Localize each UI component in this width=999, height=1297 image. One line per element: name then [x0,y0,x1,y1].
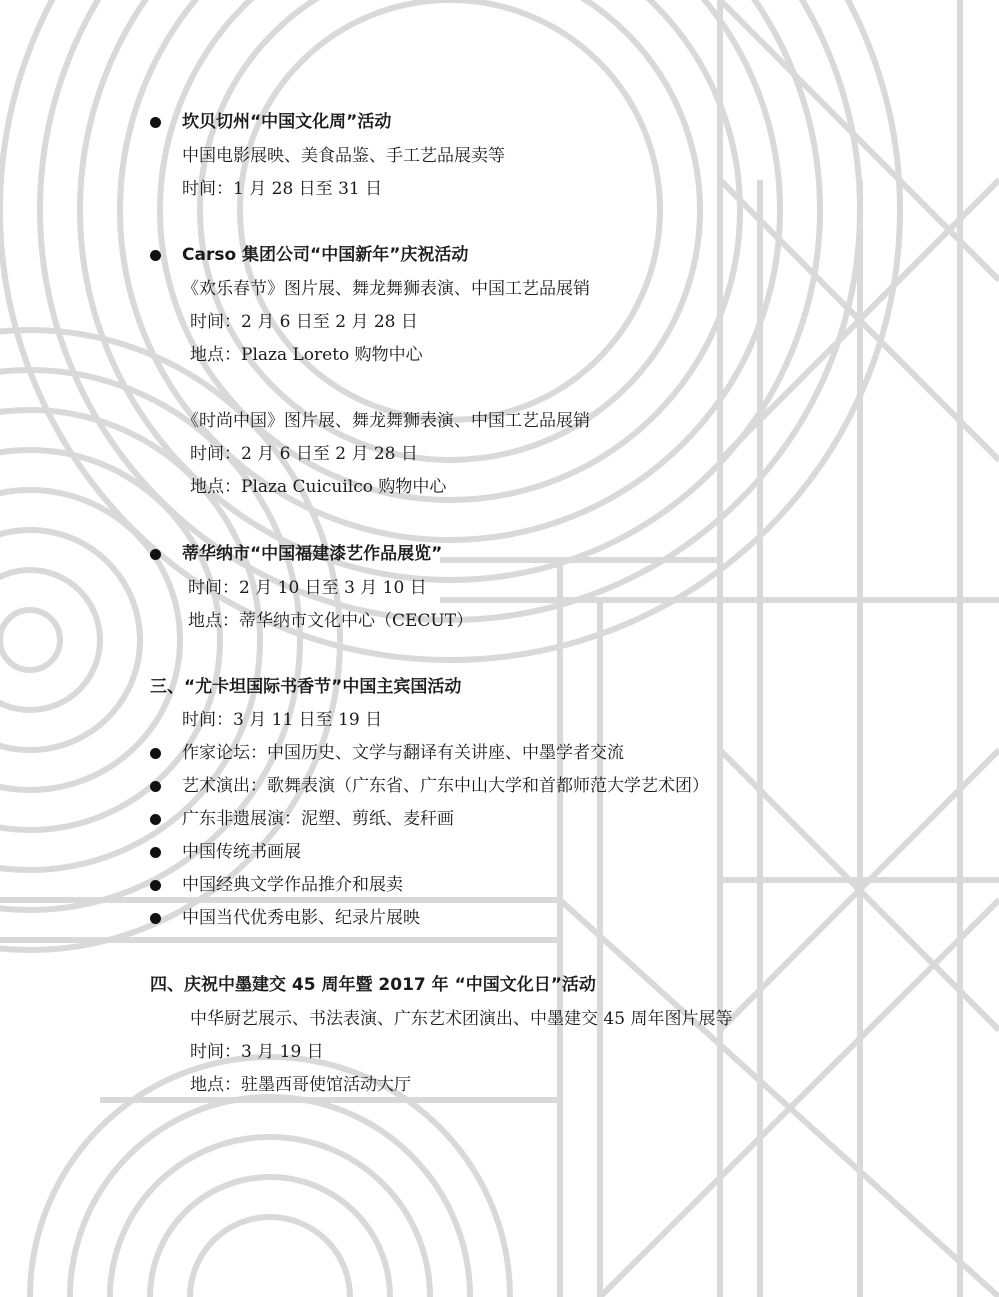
list-item: 广东非遗展演：泥塑、剪纸、麦秆画 [182,809,454,829]
section-title: Carso 集团公司“中国新年”庆祝活动 [182,245,469,265]
bullet [150,748,161,759]
section-title: 蒂华纳市“中国福建漆艺作品展览” [182,544,443,564]
text-line: 地点：Plaza Loreto 购物中心 [190,345,423,365]
bullet [150,847,161,858]
bullet [150,913,161,924]
text-line: 时间：2 月 6 日至 2 月 28 日 [190,312,418,332]
bullet [150,880,161,891]
text-line: 《欢乐春节》图片展、舞龙舞狮表演、中国工艺品展销 [182,279,590,299]
text-line: 时间：2 月 10 日至 3 月 10 日 [188,578,427,598]
bullet [150,814,161,825]
list-item: 中国当代优秀电影、纪录片展映 [182,908,420,928]
text-line: 时间：1 月 28 日至 31 日 [182,179,383,199]
list-item: 艺术演出：歌舞表演（广东省、广东中山大学和首都师范大学艺术团） [182,776,709,796]
text-line: 中国电影展映、美食品鉴、手工艺品展卖等 [182,146,505,166]
bullet [150,549,161,560]
text-line: 时间：3 月 11 日至 19 日 [182,710,383,730]
section-title: 坎贝切州“中国文化周”活动 [182,112,392,132]
text-line: 时间：3 月 19 日 [190,1042,324,1062]
bullet [150,781,161,792]
text-line: 《时尚中国》图片展、舞龙舞狮表演、中国工艺品展销 [182,411,590,431]
section-title: 四、庆祝中墨建交 45 周年暨 2017 年 “中国文化日”活动 [150,975,596,995]
text-line: 中华厨艺展示、书法表演、广东艺术团演出、中墨建交 45 周年图片展等 [190,1009,733,1029]
text-line: 地点：蒂华纳市文化中心（CECUT） [188,611,474,631]
text-line: 地点：Plaza Cuicuilco 购物中心 [190,477,447,497]
list-item: 作家论坛：中国历史、文学与翻译有关讲座、中墨学者交流 [182,743,624,763]
text-line: 时间：2 月 6 日至 2 月 28 日 [190,444,418,464]
bullet [150,250,161,261]
text-line: 地点：驻墨西哥使馆活动大厅 [190,1075,411,1095]
bullet [150,117,161,128]
list-item: 中国传统书画展 [182,842,301,862]
section-title: 三、“尤卡坦国际书香节”中国主宾国活动 [150,677,462,697]
list-item: 中国经典文学作品推介和展卖 [182,875,403,895]
